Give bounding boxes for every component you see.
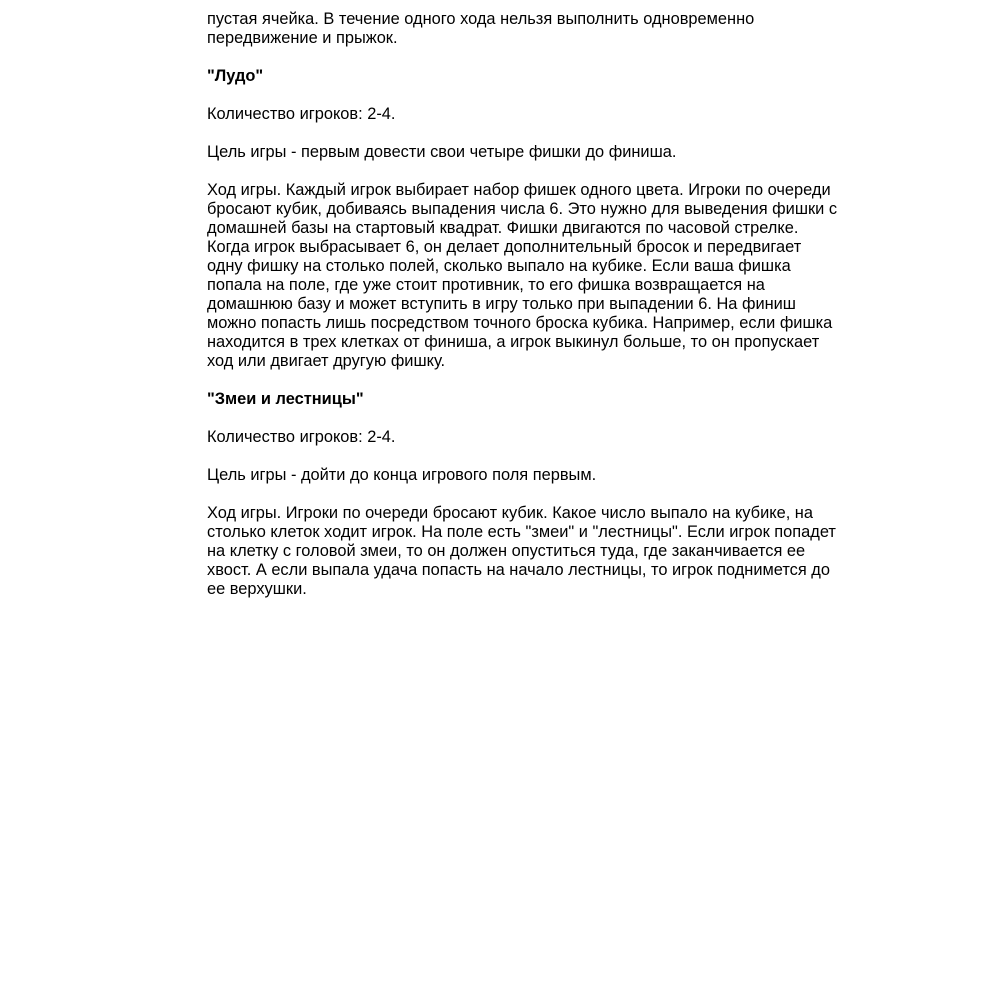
intro-paragraph: пустая ячейка. В течение одного хода нельзя выполнить одновременно передвижение и прыжок. — [207, 10, 755, 47]
snakes-ladders-rules: Ход игры. Игроки по очереди бросают кубик. Какое число выпало на кубике, на столько клеток ходит игрок. На поле есть "змеи" и "лестницы". Если игрок попадет на клетку с головой змеи, то он должен опуститься туда, где заканчивается ее хвост. А если выпала удача попасть на начало лестницы, то игрок поднимется до ее верхушки. — [207, 504, 836, 598]
section-title-ludo: "Лудо" — [207, 67, 264, 85]
snakes-ladders-goal: Цель игры - дойти до конца игрового поля первым. — [207, 466, 597, 484]
ludo-rules: Ход игры. Каждый игрок выбирает набор фишек одного цвета. Игроки по очереди бросают кубик, добиваясь выпадения числа 6. Это нужно для выведения фишки с домашней базы на стартовый квадрат. Фишки двигаются по часовой стрелке. Когда игрок выбрасывает 6, он делает дополнительный бросок и передвигает одну фишку на столько полей, сколько выпало на кубике. Если ваша фишка попала на поле, где уже стоит противник, то его фишка возвращается на домашнюю базу и может вступить в игру только при выпадении 6. На финиш можно попасть лишь посредством точного броска кубика. Например, если фишка находится в трех клетках от финиша, а игрок выкинул больше, то он пропускает ход или двигает другую фишку. — [207, 181, 838, 370]
document-body — [207, 10, 867, 618]
ludo-players: Количество игроков: 2-4. — [207, 105, 396, 123]
section-title-snakes-ladders: "Змеи и лестницы" — [207, 390, 364, 408]
ludo-goal: Цель игры - первым довести свои четыре фишки до финиша. — [207, 143, 677, 161]
snakes-ladders-players: Количество игроков: 2-4. — [207, 428, 396, 446]
